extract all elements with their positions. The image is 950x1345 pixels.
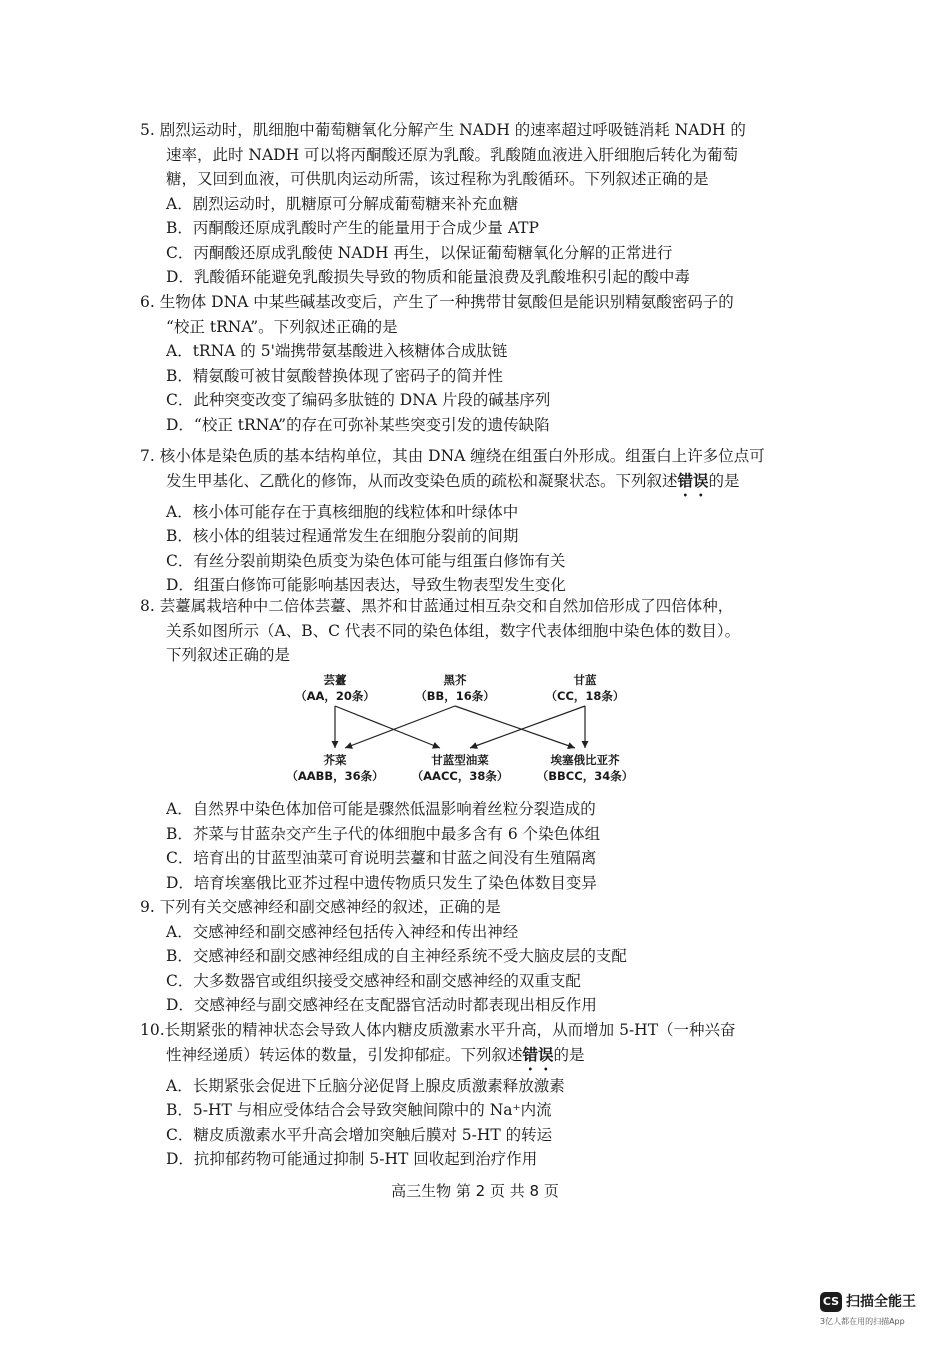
node-mustard-greens: 芥菜 （AABB，36条） <box>286 753 384 783</box>
question-number: 8. <box>140 597 155 615</box>
question-stem: 6. 生物体 DNA 中某些碱基改变后，产生了一种携带甘氨酸但是能识别精氨酸密码子的 “校正 tRNA”。下列叙述正确的是 <box>140 293 734 336</box>
question-stem: 9. 下列有关交感神经和副交感神经的叙述，正确的是 <box>140 898 501 916</box>
option-a: A．自然界中染色体加倍可能是骤然低温影响着丝粒分裂造成的 <box>166 800 596 818</box>
option-c: C．糖皮质激素水平升高会增加突触后膜对 5-HT 的转运 <box>166 1125 553 1144</box>
arrow-bb-to-aabb <box>345 706 455 748</box>
watermark-name: 扫描全能王 <box>846 1294 916 1310</box>
question-number: 5. <box>140 121 155 139</box>
question-number: 7. <box>140 447 155 465</box>
option-d: D．“校正 tRNA”的存在可弥补某些突变引发的遗传缺陷 <box>166 415 550 434</box>
question-stem: 5. 剧烈运动时，肌细胞中葡萄糖氧化分解产生 NADH 的速率超过呼吸链消耗 NADH 的 速率，此时 NADH 可以将丙酮酸还原为乳酸。乳酸随血液进入肝细胞后转化为葡萄 糖，又回到血液，可供肌肉运动所需，该过程称为乳酸循环。下列叙述正确的是 <box>140 121 746 188</box>
node-black-mustard: 黑芥 （BB，16条） <box>415 673 495 703</box>
question-6 <box>140 290 800 437</box>
option-d: D．乳酸循环能避免乳酸损失导致的物质和能量浪费及乳酸堆积引起的酸中毒 <box>166 268 690 286</box>
option-b: B．交感神经和副交感神经组成的自主神经系统不受大脑皮层的支配 <box>166 947 627 965</box>
option-d: D．交感神经与副交感神经在支配器官活动时都表现出相反作用 <box>166 996 597 1014</box>
arrow-cc-to-aacc <box>470 706 585 748</box>
arrow-bb-to-bbcc <box>455 706 575 748</box>
option-c: C．大多数器官或组织接受交感神经和副交感神经的双重支配 <box>166 971 581 990</box>
option-c: C．培育出的甘蓝型油菜可育说明芸薹和甘蓝之间没有生殖隔离 <box>166 849 597 867</box>
node-ethiopian-mustard: 埃塞俄比亚芥 （BBCC，34条） <box>536 753 634 783</box>
option-b: B．丙酮酸还原成乳酸时产生的能量用于合成少量 ATP <box>166 219 539 237</box>
node-rapeseed: 甘蓝型油菜 （AACC，38条） <box>411 753 509 783</box>
question-9 <box>140 895 800 1018</box>
node-cabbage: 甘蓝 （CC，18条） <box>545 673 625 703</box>
question-7 <box>140 444 800 598</box>
option-a: A．剧烈运动时，肌糖原可分解成葡萄糖来补充血糖 <box>166 194 519 213</box>
option-a: A．tRNA 的 5'端携带氨基酸进入核糖体合成肽链 <box>166 342 508 360</box>
option-b: B．核小体的组装过程通常发生在细胞分裂前的间期 <box>166 527 519 545</box>
option-c: C．有丝分裂前期染色质变为染色体可能与组蛋白修饰有关 <box>166 551 566 570</box>
question-number: 9. <box>140 898 155 916</box>
emphasis-text: 错误 <box>677 470 709 490</box>
question-stem: 10.长期紧张的精神状态会导致人体内糖皮质激素水平升高，从而增加 5-HT（一种兴奋 性神经递质）转运体的数量，引发抑郁症。下列叙述错误的是 <box>140 1021 736 1064</box>
question-8-options <box>140 797 800 895</box>
question-number: 10. <box>140 1021 165 1039</box>
option-c: C．丙酮酸还原成乳酸使 NADH 再生，以保证葡萄糖氧化分解的正常进行 <box>166 243 673 262</box>
option-d: D．抗抑郁药物可能通过抑制 5-HT 回收起到治疗作用 <box>166 1150 538 1168</box>
question-10 <box>140 1018 800 1172</box>
arrow-aa-to-aacc <box>335 706 440 748</box>
option-a: A．交感神经和副交感神经包括传入神经和传出神经 <box>166 922 519 941</box>
question-stem: 7. 核小体是染色质的基本结构单位，其由 DNA 缠绕在组蛋白外形成。组蛋白上许多位点可 发生甲基化、乙酰化的修饰，从而改变染色质的疏松和凝聚状态。下列叙述错误的是 <box>140 447 765 490</box>
question-stem: 8. 芸薹属栽培种中二倍体芸薹、黑芥和甘蓝通过相互杂交和自然加倍形成了四倍体种， 关系如图所示（A、B、C 代表不同的染色体组，数字代表体细胞中染色体的数目）。 下列叙述正确的是 <box>140 597 741 664</box>
page-footer: 高三生物 第 2 页 共 8 页 <box>391 1182 559 1200</box>
question-8 <box>140 594 800 668</box>
option-b: B．5-HT 与相应受体结合会导致突触间隙中的 Na⁺内流 <box>166 1101 552 1119</box>
question-5 <box>140 118 800 290</box>
watermark-tagline: 3亿人都在用的扫描App <box>820 1317 905 1326</box>
hybridization-diagram <box>280 672 660 792</box>
option-d: D．培育埃塞俄比亚芥过程中遗传物质只发生了染色体数目变异 <box>166 873 597 892</box>
option-d: D．组蛋白修饰可能影响基因表达，导致生物表型发生变化 <box>166 576 566 594</box>
option-a: A．长期紧张会促进下丘脑分泌促肾上腺皮质激素释放激素 <box>166 1076 565 1095</box>
option-c: C．此种突变改变了编码多肽链的 DNA 片段的碱基序列 <box>166 391 551 409</box>
question-number: 6. <box>140 293 155 311</box>
option-b: B．芥菜与甘蓝杂交产生子代的体细胞中最多含有 6 个染色体组 <box>166 824 601 843</box>
option-a: A．核小体可能存在于真核细胞的线粒体和叶绿体中 <box>166 502 519 521</box>
camscanner-logo-icon: CS <box>820 1292 842 1312</box>
emphasis-text: 错误 <box>522 1044 554 1064</box>
node-brassica-rapa: 芸薹 （AA，20条） <box>295 673 375 703</box>
scanner-watermark <box>818 1292 938 1332</box>
option-b: B．精氨酸可被甘氨酸替换体现了密码子的简并性 <box>166 366 503 385</box>
